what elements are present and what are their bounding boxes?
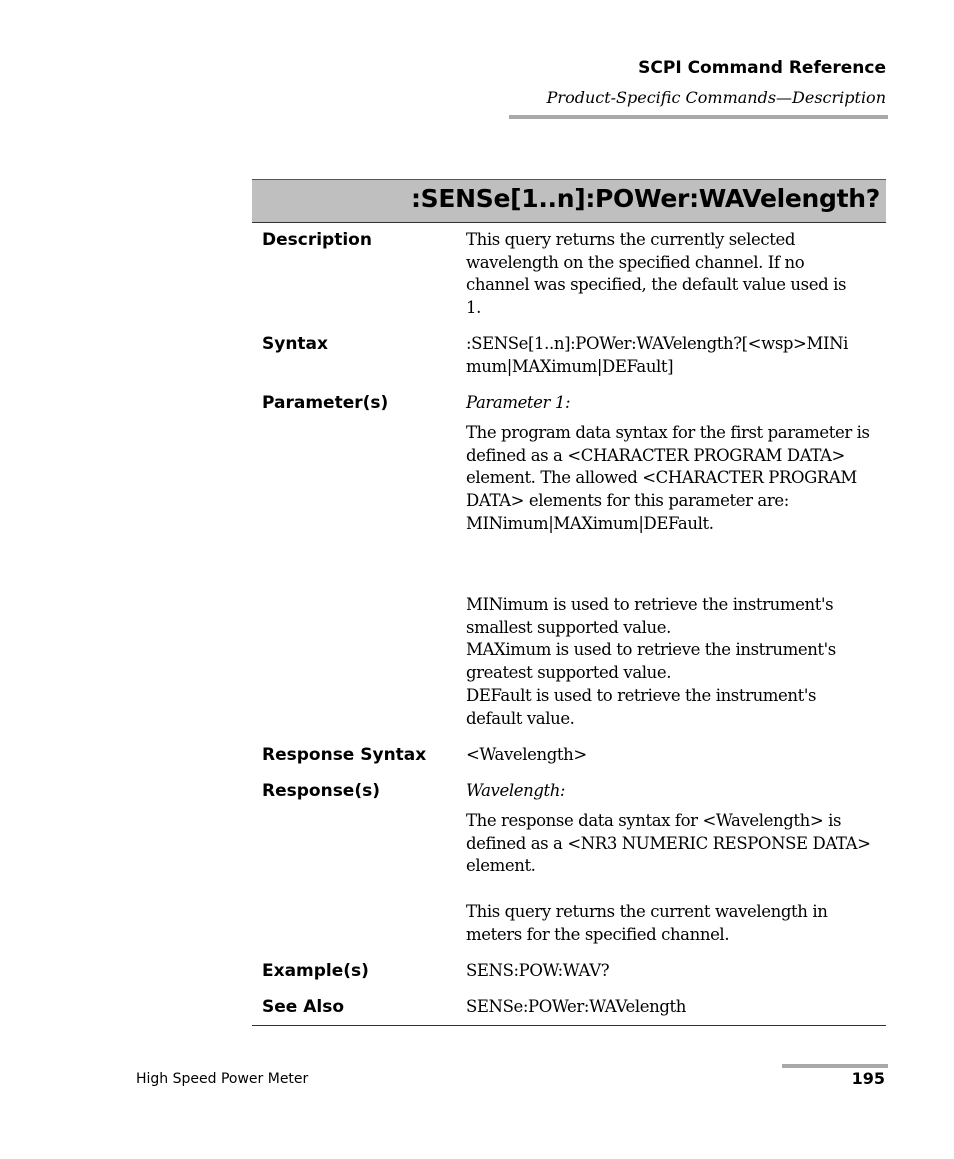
responses-label: Response(s) (262, 781, 380, 801)
parameters-value-line: greatest supported value. (466, 663, 672, 683)
parameters-value-line: MINimum is used to retrieve the instrument's (466, 595, 834, 614)
responses-line: element. (466, 856, 536, 876)
parameters-line: The program data syntax for the first parameter is (466, 423, 870, 442)
responses-line: defined as a <NR3 NUMERIC RESPONSE DATA> (466, 833, 871, 853)
description-line: wavelength on the specified channel. If no (466, 252, 805, 272)
see-also-value: SENSe:POWer:WAVelength (466, 997, 686, 1016)
parameters-value-line: MAXimum is used to retrieve the instrument's (466, 640, 836, 660)
parameters-value-line: DEFault is used to retrieve the instrument's (466, 685, 817, 705)
parameters-line: DATA> elements for this parameter are: (466, 491, 789, 511)
examples-value: SENS:POW:WAV? (466, 961, 610, 980)
responses-text-2 (466, 901, 886, 946)
responses-line: This query returns the current wavelength in (466, 902, 828, 921)
response-syntax-value: <Wavelength> (466, 745, 587, 764)
description-text (466, 229, 886, 320)
responses-text (466, 810, 886, 878)
syntax-line: mum|MAXimum|DEFault] (466, 356, 674, 376)
header-subtitle: Product-Specific Commands—Description (546, 88, 886, 107)
responses-line: meters for the specified channel. (466, 924, 730, 944)
footer-rule (782, 1064, 888, 1068)
description-line: This query returns the currently selected (466, 230, 796, 249)
parameters-value-line: smallest supported value. (466, 617, 671, 637)
footer-product-name: High Speed Power Meter (136, 1071, 309, 1087)
response-syntax-label: Response Syntax (262, 745, 427, 765)
responses-line: The response data syntax for <Wavelength> is (466, 811, 842, 830)
parameters-line: MINimum|MAXimum|DEFault. (466, 513, 714, 533)
parameters-text (466, 422, 886, 536)
response-title: Wavelength: (466, 781, 566, 800)
syntax-line: :SENSe[1..n]:POWer:WAVelength?[<wsp>MINi (466, 334, 849, 353)
see-also-label: See Also (262, 997, 345, 1017)
description-line: 1. (466, 298, 481, 318)
header-title: SCPI Command Reference (638, 58, 886, 78)
command-title-bar (252, 179, 886, 223)
syntax-label: Syntax (262, 334, 328, 354)
parameters-label: Parameter(s) (262, 393, 389, 413)
syntax-text (466, 333, 886, 378)
parameters-value-line: default value. (466, 708, 575, 728)
header-rule (509, 115, 888, 119)
command-title: :SENSe[1..n]:POWer:WAVelength? (410, 184, 880, 213)
parameters-values-text (466, 594, 886, 730)
parameter-title: Parameter 1: (466, 393, 571, 412)
page-number: 195 (851, 1069, 885, 1088)
description-line: channel was specified, the default value used is (466, 275, 847, 295)
parameters-line: defined as a <CHARACTER PROGRAM DATA> (466, 445, 845, 465)
table-bottom-rule (252, 1025, 886, 1026)
examples-label: Example(s) (262, 961, 369, 981)
description-label: Description (262, 230, 372, 250)
parameters-line: element. The allowed <CHARACTER PROGRAM (466, 468, 857, 488)
